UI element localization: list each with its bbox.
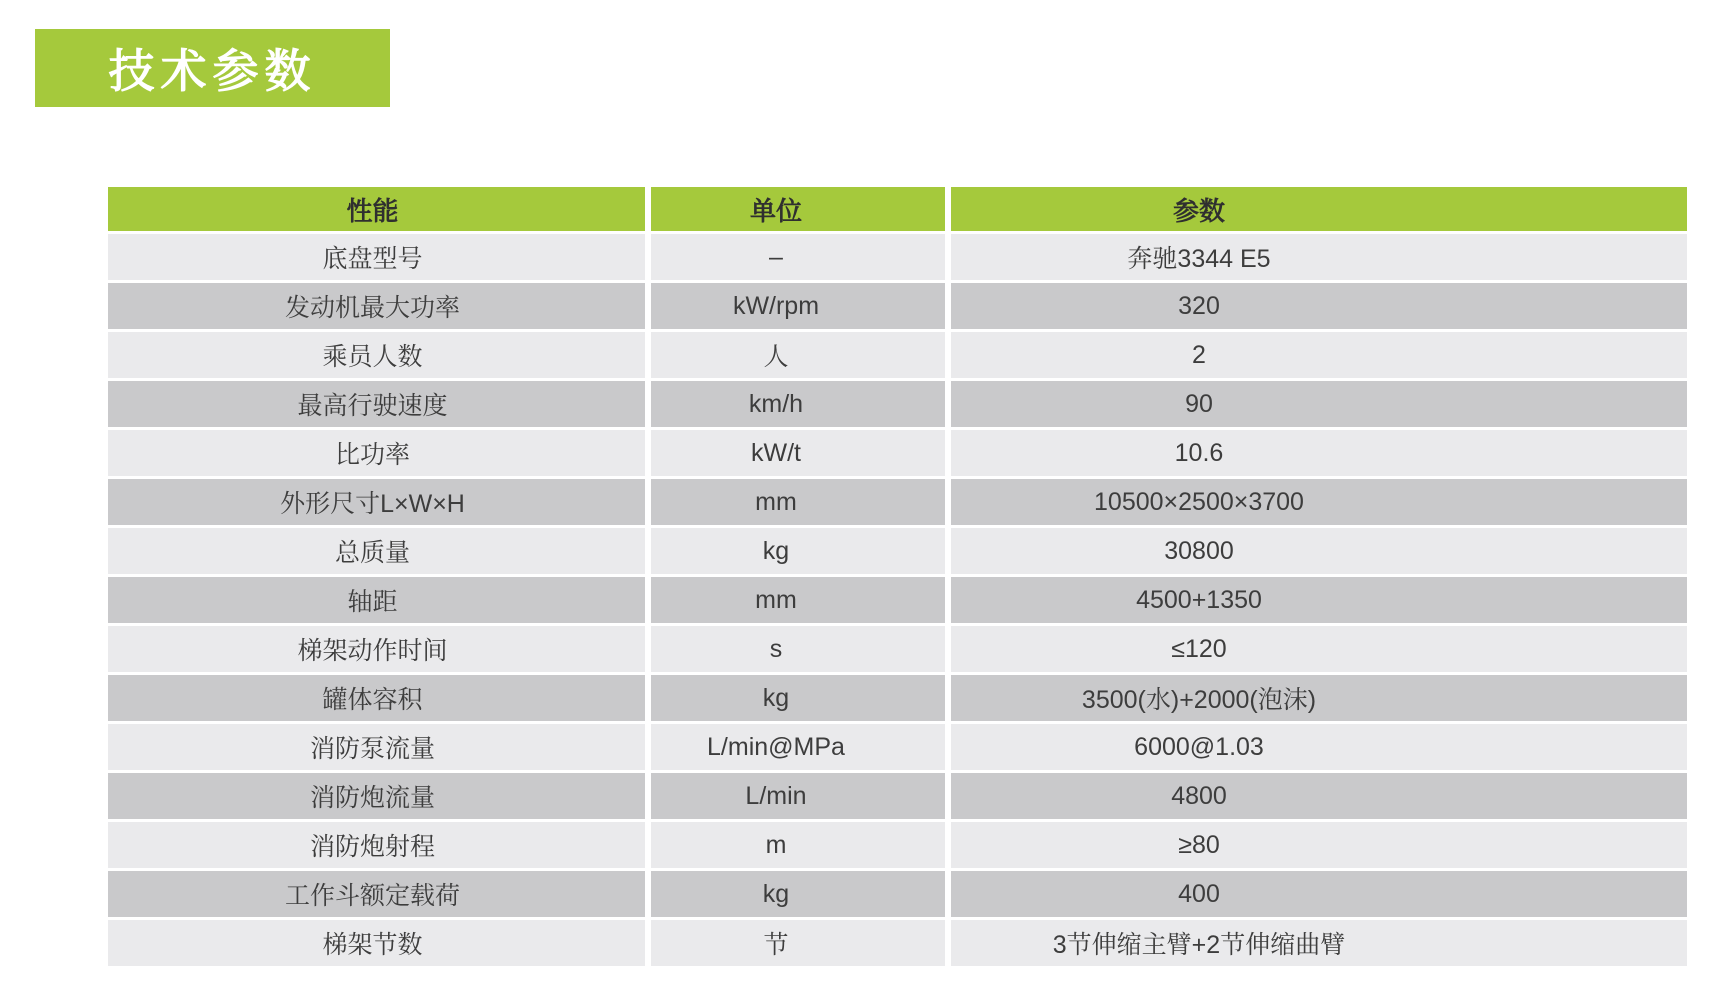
row-parameter-value: 400 [951, 871, 1687, 917]
section-title-badge [35, 29, 390, 107]
row-parameter-value: 320 [951, 283, 1687, 329]
row-unit-value: L/min@MPa [651, 724, 945, 770]
row-parameter-value: ≤120 [951, 626, 1687, 672]
table-row [108, 283, 1687, 329]
table-row [108, 675, 1687, 721]
row-parameter-value: 10500×2500×3700 [951, 479, 1687, 525]
row-performance-label: 消防炮射程 [108, 822, 645, 868]
row-performance-label: 消防泵流量 [108, 724, 645, 770]
table-row [108, 577, 1687, 623]
row-parameter-value: 4500+1350 [951, 577, 1687, 623]
table-row [108, 724, 1687, 770]
section-title: 技术参数 [108, 45, 317, 97]
row-unit-value: kg [651, 675, 945, 721]
row-performance-label: 消防炮流量 [108, 773, 645, 819]
row-unit-value: mm [651, 577, 945, 623]
row-unit-value: 节 [651, 920, 945, 966]
table-row [108, 430, 1687, 476]
table-row [108, 381, 1687, 427]
row-unit-value: kg [651, 528, 945, 574]
row-parameter-value: 10.6 [951, 430, 1687, 476]
row-unit-value: s [651, 626, 945, 672]
row-performance-label: 总质量 [108, 528, 645, 574]
table-row [108, 920, 1687, 966]
row-unit-value: m [651, 822, 945, 868]
row-parameter-value: 3节伸缩主臂+2节伸缩曲臂 [951, 920, 1687, 966]
row-parameter-value: 4800 [951, 773, 1687, 819]
row-unit-value: mm [651, 479, 945, 525]
row-performance-label: 乘员人数 [108, 332, 645, 378]
row-unit-value: – [651, 234, 945, 280]
row-performance-label: 工作斗额定载荷 [108, 871, 645, 917]
row-performance-label: 最高行驶速度 [108, 381, 645, 427]
spec-table [108, 187, 1687, 966]
row-unit-value: kW/rpm [651, 283, 945, 329]
row-unit-value: 人 [651, 332, 945, 378]
row-performance-label: 梯架动作时间 [108, 626, 645, 672]
spec-table-header-row [108, 187, 1687, 231]
table-row [108, 871, 1687, 917]
row-performance-label: 比功率 [108, 430, 645, 476]
table-row [108, 822, 1687, 868]
column-header-unit: 单位 [651, 187, 945, 231]
row-unit-value: L/min [651, 773, 945, 819]
row-performance-label: 梯架节数 [108, 920, 645, 966]
table-row [108, 528, 1687, 574]
row-performance-label: 外形尺寸L×W×H [108, 479, 645, 525]
table-row [108, 626, 1687, 672]
row-parameter-value: 2 [951, 332, 1687, 378]
row-performance-label: 底盘型号 [108, 234, 645, 280]
row-parameter-value: 3500(水)+2000(泡沫) [951, 675, 1687, 721]
table-row [108, 234, 1687, 280]
row-parameter-value: 30800 [951, 528, 1687, 574]
column-header-performance: 性能 [108, 187, 645, 231]
row-performance-label: 轴距 [108, 577, 645, 623]
row-parameter-value: ≥80 [951, 822, 1687, 868]
row-parameter-value: 6000@1.03 [951, 724, 1687, 770]
column-header-parameter: 参数 [951, 187, 1687, 231]
row-unit-value: kW/t [651, 430, 945, 476]
row-parameter-value: 90 [951, 381, 1687, 427]
row-performance-label: 发动机最大功率 [108, 283, 645, 329]
table-row [108, 773, 1687, 819]
table-row [108, 479, 1687, 525]
row-unit-value: kg [651, 871, 945, 917]
spec-table-body [108, 234, 1687, 966]
row-parameter-value: 奔驰3344 E5 [951, 234, 1687, 280]
table-row [108, 332, 1687, 378]
row-unit-value: km/h [651, 381, 945, 427]
row-performance-label: 罐体容积 [108, 675, 645, 721]
